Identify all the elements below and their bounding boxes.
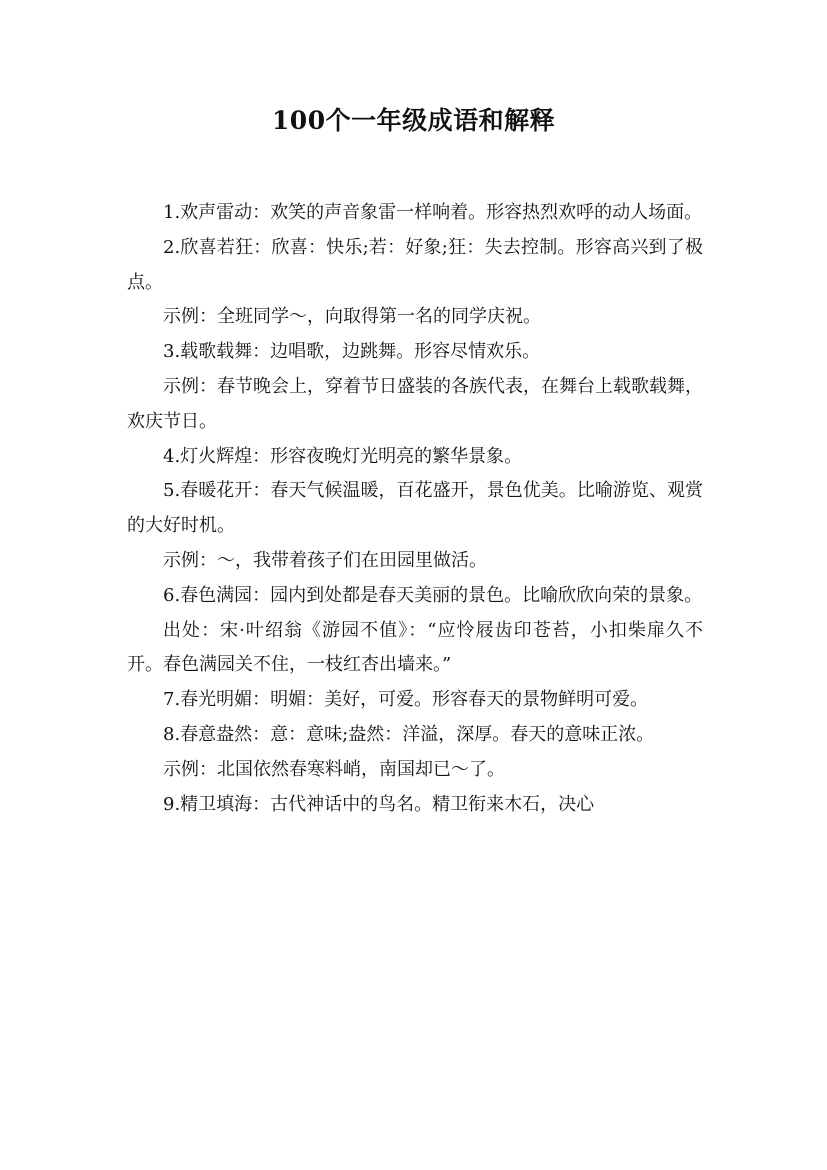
- document-body: [127, 196, 703, 822]
- paragraph: 示例：北国依然春寒料峭，南国却已～了。: [163, 758, 505, 780]
- paragraph: 7.春光明媚：明媚：美好，可爱。形容春天的景物鲜明可爱。: [163, 689, 649, 711]
- paragraph: 1.欢声雷动：欢笑的声音象雷一样响着。形容热烈欢呼的动人场面。: [163, 202, 703, 223]
- document-title: 100个一年级成语和解释: [271, 106, 556, 135]
- paragraph: 6.春色满园：园内到处都是春天美丽的景色。比喻欣欣向荣的景象。: [163, 584, 703, 606]
- paragraph: 出处：宋·叶绍翁《游园不值》：“应怜屐齿印苍苔，小扣柴扉久不开。春色满园关不住，一枝红杏出墙来。”: [127, 619, 703, 676]
- paragraph: 示例：春节晚会上，穿着节日盛装的各族代表，在舞台上载歌载舞，欢庆节日。: [127, 375, 703, 432]
- paragraph: 5.春暖花开：春天气候温暖，百花盛开，景色优美。比喻游览、观赏的大好时机。: [127, 480, 703, 537]
- paragraph: 3.载歌载舞：边唱歌，边跳舞。形容尽情欢乐。: [163, 341, 541, 363]
- paragraph: 9.精卫填海：古代神话中的鸟名。精卫衔来木石，决心: [163, 793, 595, 815]
- paragraph: 示例：～，我带着孩子们在田园里做活。: [163, 549, 487, 571]
- paragraph: 2.欣喜若狂：欣喜：快乐;若：好象;狂：失去控制。形容高兴到了极点。: [127, 236, 703, 293]
- paragraph: 8.春意盎然：意：意味;盎然：洋溢，深厚。春天的意味正浓。: [163, 723, 655, 745]
- paragraph: 4.灯火辉煌：形容夜晚灯光明亮的繁华景象。: [163, 445, 523, 467]
- paragraph: 示例：全班同学～，向取得第一名的同学庆祝。: [163, 306, 541, 328]
